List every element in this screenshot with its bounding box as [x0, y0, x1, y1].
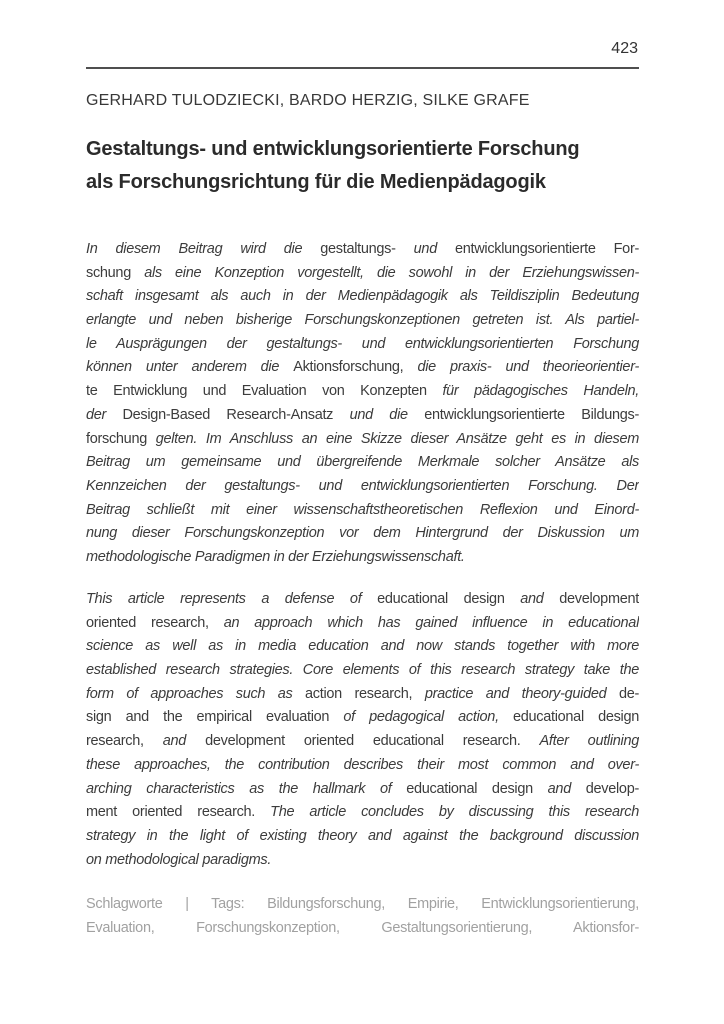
text-segment: The article concludes by discussing this research	[270, 804, 639, 821]
text-segment: für pädagogisches Handeln,	[442, 383, 639, 400]
text-segment: und	[413, 241, 455, 257]
text-line	[86, 356, 639, 380]
text-segment: Aktionsforschung,	[293, 359, 418, 376]
text-segment: die praxis- und theorieorientier-	[417, 359, 639, 376]
text-line	[86, 238, 639, 262]
abstract-english	[86, 588, 639, 872]
text-segment: te Entwicklung und Evaluation von Konzepten	[86, 383, 443, 400]
text-line	[86, 588, 639, 612]
page-number: 423	[611, 40, 638, 57]
text-segment: Beitrag um gemeinsame und übergreifende Merkmale solcher Ansätze als	[86, 454, 639, 471]
text-segment: Beitrag schließt mit einer wissenschaftstheoretischen Reflexion und Einord-	[86, 501, 639, 518]
abstract-german	[86, 238, 639, 570]
article-title	[86, 133, 646, 199]
article-title-line2: als Forschungsrichtung für die Medienpädagogik	[86, 171, 546, 193]
text-segment: Evaluation, Forschungskonzeption, Gestaltungsorientierung, Aktionsfor-	[86, 919, 639, 936]
keywords-block	[86, 893, 639, 940]
text-segment: on methodological paradigms.	[86, 851, 272, 868]
text-segment: gelten. Im Anschluss an eine Skizze dieser Ansätze geht es in diesem	[155, 430, 639, 447]
text-segment: methodologische Paradigmen in der Erziehungswissenschaft.	[86, 548, 465, 565]
text-line	[86, 333, 639, 357]
text-segment: and	[520, 591, 560, 607]
text-segment: and	[547, 780, 586, 797]
authors-line: GERHARD TULODZIECKI, BARDO HERZIG, SILKE GRAFE	[86, 92, 530, 109]
text-segment: Kennzeichen der gestaltungs- und entwicklungsorientierten Forschung. Der	[86, 477, 639, 494]
text-line	[86, 612, 639, 636]
text-segment: de-	[618, 685, 639, 702]
text-line	[86, 635, 639, 659]
text-segment: entwicklungsorientierte Bildungs-	[424, 406, 639, 423]
text-segment: arching characteristics as the hallmark of	[86, 780, 407, 797]
text-segment: of pedagogical action,	[343, 709, 513, 726]
text-line	[86, 285, 639, 309]
text-line	[86, 825, 639, 849]
text-line	[86, 380, 639, 404]
text-segment: develop-	[585, 780, 639, 797]
text-segment: practice and theory-guided	[424, 685, 619, 702]
text-segment: an approach which has gained influence in educational	[223, 614, 639, 631]
text-segment: erlangte und neben bisherige Forschungskonzeptionen getreten ist. Als partiel-	[86, 312, 639, 329]
text-segment: action research,	[305, 685, 425, 702]
text-segment: schung	[86, 264, 145, 281]
text-segment: development	[559, 591, 639, 607]
text-segment: le Ausprägungen der gestaltungs- und entwicklungsorientierten Forschung	[86, 335, 639, 352]
text-line	[86, 499, 639, 523]
text-line	[86, 849, 639, 873]
text-segment: forschung	[86, 430, 156, 447]
text-segment: In diesem Beitrag wird die	[86, 241, 321, 257]
text-segment: educational design	[513, 709, 639, 726]
text-segment: form of approaches such as	[86, 685, 306, 702]
text-line	[86, 428, 639, 452]
article-title-line1: Gestaltungs- und entwicklungsorientierte Forschung	[86, 138, 580, 160]
text-line	[86, 659, 639, 683]
text-segment: Design-Based Research-Ansatz	[122, 406, 350, 423]
text-segment: entwicklungsorientierte For-	[455, 241, 639, 257]
text-line	[86, 309, 639, 333]
text-segment: research,	[86, 733, 163, 750]
text-segment: and	[162, 733, 206, 750]
text-line	[86, 730, 639, 754]
text-line	[86, 801, 639, 825]
text-line	[86, 404, 639, 428]
text-line	[86, 475, 639, 499]
text-segment: schaft insgesamt als auch in der Medienpädagogik als Teildisziplin Bedeutung	[86, 288, 639, 305]
text-segment: sign and the empirical evaluation	[86, 709, 344, 726]
text-line	[86, 683, 639, 707]
text-line	[86, 262, 639, 286]
text-line	[86, 706, 639, 730]
text-segment: established research strategies. Core elements of this research strategy take the	[86, 662, 639, 679]
text-line	[86, 451, 639, 475]
text-segment: strategy in the light of existing theory and against the background discussion	[86, 827, 639, 844]
text-line	[86, 522, 639, 546]
text-line	[86, 754, 639, 778]
text-segment: oriented research,	[86, 614, 224, 631]
text-segment: educational design	[377, 591, 521, 607]
text-segment: educational design	[406, 780, 548, 797]
text-segment: nung dieser Forschungskonzeption vor dem Hintergrund der Diskussion um	[86, 525, 639, 542]
text-segment: This article represents a defense of	[86, 591, 378, 607]
text-segment: und die	[349, 406, 425, 423]
header-rule	[86, 67, 639, 69]
text-segment: können unter anderem die	[86, 359, 294, 376]
text-segment: development oriented educational research.	[205, 733, 540, 750]
text-line	[86, 546, 639, 570]
text-segment: ment oriented research.	[86, 804, 271, 821]
text-segment: science as well as in media education and now stands together with more	[86, 638, 639, 655]
text-segment: gestaltungs-	[320, 241, 414, 257]
text-segment: Schlagworte | Tags: Bildungsforschung, Empirie, Entwicklungsorientierung,	[86, 896, 639, 912]
text-segment: After outlining	[539, 733, 639, 750]
text-segment: these approaches, the contribution describes their most common and over-	[86, 756, 639, 773]
text-segment: der	[86, 406, 123, 423]
text-line	[86, 917, 639, 941]
text-line	[86, 893, 639, 917]
text-segment: als eine Konzeption vorgestellt, die sowohl in der Erziehungswissen-	[144, 264, 639, 281]
text-line	[86, 778, 639, 802]
